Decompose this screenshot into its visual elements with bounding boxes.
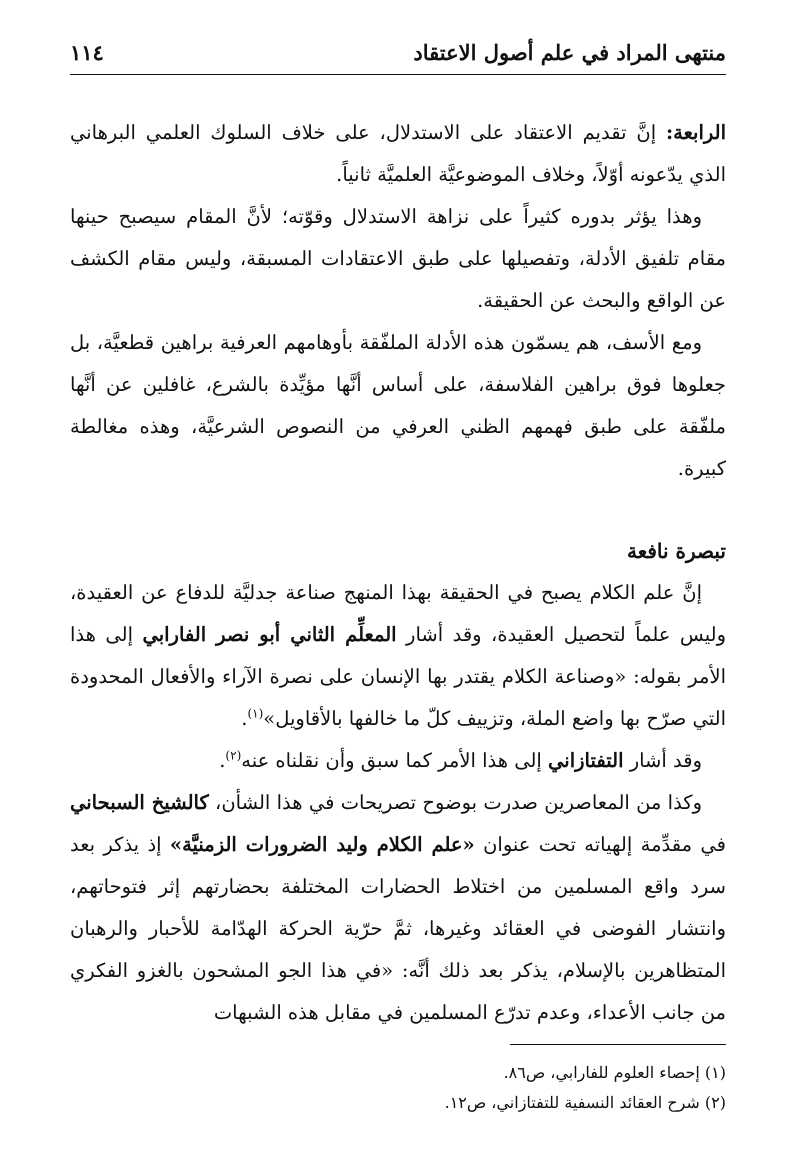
page-number: ١١٤ xyxy=(70,39,104,65)
running-header xyxy=(70,30,726,75)
paragraph-4 xyxy=(70,572,726,740)
paragraph-5-part-b: إلى هذا الأمر كما سبق وأن نقلناه عنه xyxy=(241,749,549,772)
footnote-ref-1[interactable]: (١) xyxy=(247,706,264,721)
paragraph-1-lead: الرابعة: xyxy=(665,121,726,144)
page-body xyxy=(70,112,726,1034)
paragraph-4-part-a: إنَّ علم الكلام يصبح في الحقيقة بهذا المنهج صناعة جدليَّة للدفاع عن العقيدة، وليس علماً لتحصيل العقيدة، وقد أشار xyxy=(70,581,726,646)
section-heading: تبصرة نافعة xyxy=(626,539,726,563)
paragraph-5-end: . xyxy=(219,749,226,772)
paragraph-5 xyxy=(70,740,726,782)
footnote-separator xyxy=(510,1044,726,1045)
paragraph-1 xyxy=(70,112,726,196)
paragraph-5-bold: التفتازاني xyxy=(548,749,624,772)
paragraph-6-bold-1: كالشيخ السبحاني xyxy=(70,791,209,814)
section-gap xyxy=(70,490,726,530)
footnote-1: (١) إحصاء العلوم للفارابي، ص٨٦. xyxy=(503,1063,726,1082)
paragraph-6-part-c: إذ يذكر بعد سرد واقع المسلمين من اختلاط الحضارات المختلفة بحضارتهم إثر فتوحاتهم، وانتشار الفوضى في العقائد وغيرها، ثمَّ حرّية الحركة الهدّامة للأحبار والرهبان المتظاهرين بالإسلام، يذكر بعد ذلك أنَّه: «في هذا الجو المشحون بالغزو الفكري من جانب الأعداء، وعدم تدرّع المسلمين في مقابل هذه الشبهات xyxy=(70,833,726,1024)
paragraph-6-part-a: وكذا من المعاصرين صدرت بوضوح تصريحات في هذا الشأن، xyxy=(208,791,703,814)
paragraph-4-end: . xyxy=(241,707,248,730)
paragraph-2: وهذا يؤثر بدوره كثيراً على نزاهة الاستدلال وقوّته؛ لأنَّ المقام سيصبح حينها مقام تلفيق الأدلة، وتفصيلها على طبق الاعتقادات المسبقة، وليس مقام الكشف عن الواقع والبحث عن الحقيقة. xyxy=(70,205,726,312)
paragraph-3: ومع الأسف، هم يسمّون هذه الأدلة الملفّقة بأوهامهم العرفية براهين قطعيَّة، بل جعلوها فوق براهين الفلاسفة، على أساس أنَّها مؤيِّدة بالشرع، غافلين عن أنَّها ملفّقة على طبق فهمهم الظني العرفي من النصوص الشرعيَّة، وهذه مغالطة كبيرة. xyxy=(70,331,726,480)
paragraph-5-part-a: وقد أشار xyxy=(623,749,702,772)
paragraph-6-part-b: في مقدِّمة إلهياته تحت عنوان xyxy=(474,833,726,856)
paragraph-4-part-b: إلى هذا الأمر بقوله: «وصناعة الكلام يقتدر بها الإنسان على نصرة الآراء والأفعال المحدودة التي صرّح بها واضع الملة، وتزييف كلّ ما خالفها بالأقاويل» xyxy=(70,623,726,730)
running-title: منتهى المراد في علم أصول الاعتقاد xyxy=(413,39,726,65)
footnote-ref-2[interactable]: (٢) xyxy=(225,748,242,763)
footnote-2: (٢) شرح العقائد النسفية للتفتازاني، ص١٢. xyxy=(444,1093,726,1112)
paragraph-1-text: إنَّ تقديم الاعتقاد على الاستدلال، على خلاف السلوك العلمي البرهاني الذي يدّعونه أوّلاً، وخلاف الموضوعيَّة العلميَّة ثانياً. xyxy=(70,121,726,186)
paragraph-4-bold: المعلِّم الثاني أبو نصر الفارابي xyxy=(142,623,397,646)
paragraph-6-bold-2: «علم الكلام وليد الضرورات الزمنيَّة» xyxy=(169,833,475,856)
footnotes xyxy=(70,1058,726,1118)
paragraph-6 xyxy=(70,782,726,1034)
